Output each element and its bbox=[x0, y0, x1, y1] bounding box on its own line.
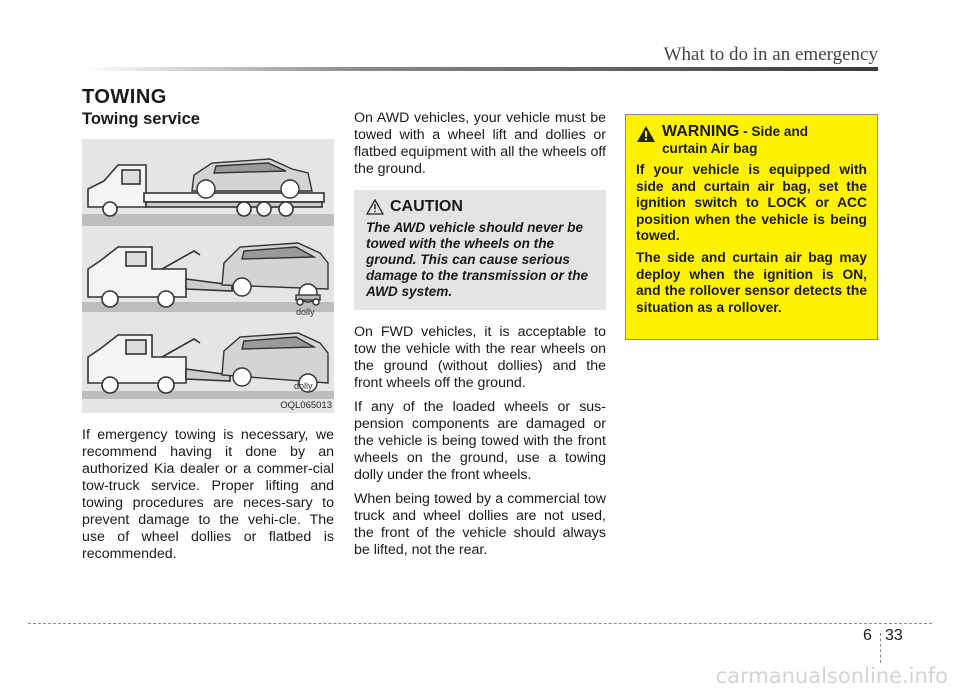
warning-text-1: If your vehicle is equipped with side and curtain air bag, set the ignition switch to LOCK or ACC position when the vehicle is being towed. bbox=[636, 162, 867, 244]
section-subtitle: Towing service bbox=[82, 110, 200, 128]
warning-header bbox=[636, 123, 867, 157]
column-middle bbox=[354, 110, 606, 559]
caution-text: The AWD vehicle should never be towed with the wheels on the ground. This can cause serious damage to the transmission or the AWD system. bbox=[366, 220, 589, 299]
caution-triangle-icon bbox=[366, 199, 384, 215]
fwd-paragraph: On FWD vehicles, it is acceptable to tow the vehicle with the rear wheels on the ground (without dollies) and the front wheels off the ground. bbox=[354, 324, 606, 391]
warning-text-2: The side and curtain air bag may deploy when the ignition is ON, and the rollover sensor detects the situation as a rollover. bbox=[636, 249, 867, 315]
damaged-wheels-paragraph: If any of the loaded wheels or sus-pension components are damaged or the vehicle is being towed with the front wheels on the ground, use a towing dolly under the front wheels. bbox=[354, 399, 606, 483]
awd-paragraph: On AWD vehicles, your vehicle must be towed with a wheel lift and dollies or flatbed equipment with all the wheels off the ground. bbox=[354, 110, 606, 177]
warning-box bbox=[625, 114, 878, 340]
caution-title: CAUTION bbox=[390, 198, 463, 215]
caution-box bbox=[354, 190, 606, 310]
warning-word: WARNING bbox=[662, 123, 740, 140]
watermark: carmanualsonline.info bbox=[715, 664, 948, 688]
column-left bbox=[82, 110, 334, 563]
dolly-label-2: dolly bbox=[294, 381, 313, 391]
page-number-separator bbox=[880, 633, 881, 663]
tow-trucks-graphic bbox=[82, 139, 334, 413]
chapter-number: 6 bbox=[863, 627, 872, 644]
caution-header bbox=[366, 198, 596, 216]
figure-code: OQL065013 bbox=[280, 400, 332, 411]
page-number: 33 bbox=[885, 627, 903, 644]
warning-subtitle-1: - Side and bbox=[739, 124, 809, 139]
towing-illustration bbox=[82, 139, 334, 413]
towing-intro-paragraph: If emergency towing is necessary, we recommend having it done by an authorized Kia dealer or a commer-cial tow-truck service. Proper lifting and towing procedures are neces-sary to prevent damage to the vehi-cle. The use of wheel dollies or flatbed is recommended. bbox=[82, 427, 334, 562]
warning-triangle-icon bbox=[636, 125, 656, 143]
commercial-tow-paragraph: When being towed by a commercial tow truck and wheel dollies are not used, the front of the vehicle should always be lifted, not the rear. bbox=[354, 491, 606, 558]
footer-rule bbox=[28, 623, 932, 624]
dolly-label-1: dolly bbox=[296, 307, 315, 317]
section-title: TOWING bbox=[82, 86, 167, 108]
warning-subtitle-2: curtain Air bag bbox=[662, 141, 758, 156]
header-rule bbox=[82, 67, 878, 71]
page-header-title: What to do in an emergency bbox=[663, 44, 878, 65]
